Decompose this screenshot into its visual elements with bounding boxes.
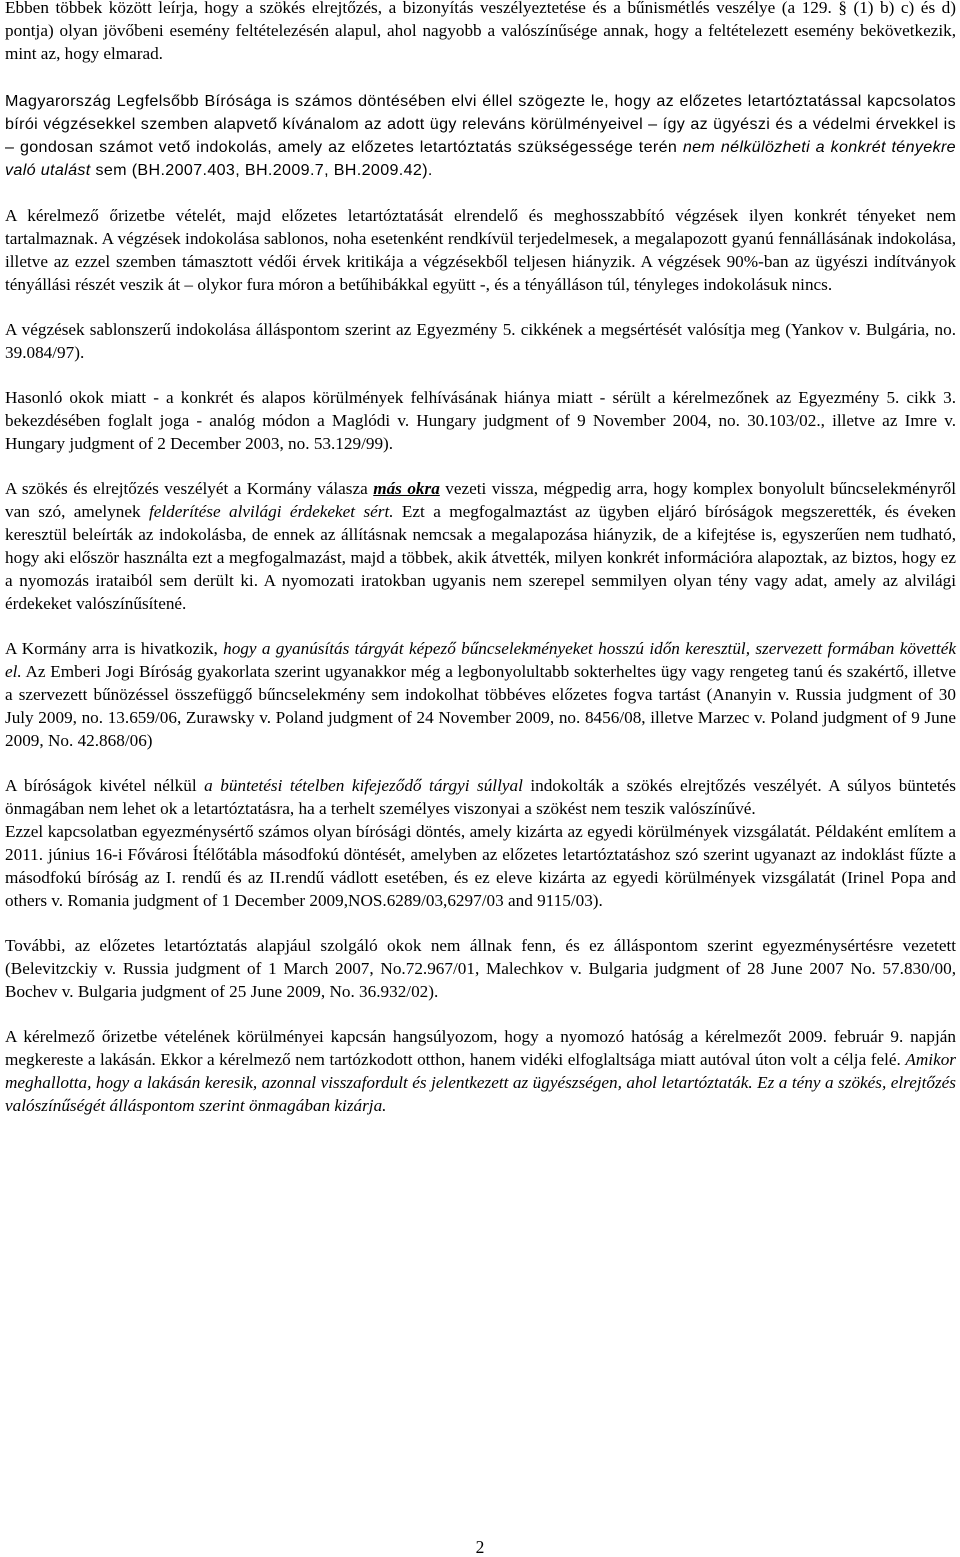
- page-number: 2: [475, 1537, 485, 1557]
- paragraph-3: A kérelmező őrizetbe vételét, majd előzetes letartóztatását elrendelő és meghosszabbító végzések ilyen konkrét tényeket nem tartalmaznak. A végzések indokolása sablonos, noha esetenként rendkívül terjedelmesek, a megalapozott gyanú fennállásának indokolása, illetve az ezzel szemben támasztott védői érvek kritikája a végzésekből teljesen hiányzik. A végzések 90%-ban az ügyészi indítványok tényállási részét veszik át – olykor fura móron a betűhibákkal együtt -, és a tényálláson túl, tényleges indokolásuk nincs.: [5, 206, 956, 294]
- paragraph-4: A végzések sablonszerű indokolása álláspontom szerint az Egyezmény 5. cikkének a megsértését valósítja meg (Yankov v. Bulgária, no. 39.084/97).: [5, 320, 956, 362]
- paragraph-6-text-a: A szökés és elrejtőzés veszélyét a Kormány válasza: [5, 479, 374, 498]
- paragraph-11-emphasis: Amikor meghallotta, hogy a lakásán keresik, azonnal visszafordult és jelentkezett az ügyészségen, ahol letartóztaták. Ez a tény a szökés, elrejtőzés valószínűségét álláspontom szerint önmagában kizárja.: [5, 1050, 956, 1115]
- paragraph-8-text-b: indokolták a szökés elrejtőzés veszélyét. A súlyos büntetés önmagában nem lehet ok a letartóztatásra, ha a terhelt személyes viszonyai a szökést nem teszik valószínűvé.: [5, 776, 956, 818]
- paragraph-2-text: Magyarország Legfelsőbb Bírósága is számos döntésében elvi éllel szögezte le, hogy az előzetes letartóztatással kapcsolatos bírói végzésekkel szemben alapvető kívánalom az adott ügy releváns körülményeivel – így az ügyészi és a védelmi érvekkel is – gondosan számot vető indokolás, amely az előzetes letartóztatás szükségessége terén: [5, 92, 956, 156]
- paragraph-8-emphasis: a büntetési tételben kifejeződő tárgyi súllyal: [204, 776, 523, 795]
- paragraph-5: Hasonló okok miatt - a konkrét és alapos körülmények felhívásának hiánya miatt - sérült a kérelmezőnek az Egyezmény 5. cikk 3. bekezdésében foglalt joga - analóg módon a Maglódi v. Hungary judgment of 9 November 2004, no. 30.103/02., illetve az Imre v. Hungary judgment of 2 December 2003, no. 53.129/99).: [5, 388, 956, 453]
- paragraph-7-emphasis: hogy a gyanúsítás tárgyát képező bűncselekményeket hosszú időn keresztül, szervezett formában követték el.: [5, 639, 956, 681]
- paragraph-8-text-a: A bíróságok kivétel nélkül: [5, 776, 205, 795]
- paragraph-6-text-b: vezeti vissza, mégpedig arra, hogy komplex bonyolult bűncselekményről van szó, amelynek: [5, 479, 957, 521]
- paragraph-7-text-a: A Kormány arra is hivatkozik,: [5, 639, 224, 658]
- paragraph-9: Ezzel kapcsolatban egyezménysértő számos olyan bírósági döntés, amely kizárta az egyedi körülmények vizsgálatát. Példaként említem a 2011. június 16-i Fővárosi Ítélőtábla másodfokú döntését, amelyben az előzetes letartóztatáshoz szó szerint ugyanazt az indoklást fűzte a másodfokú bíróság az I. rendű és az II.rendű vádlott esetében, és ez eleve kizárta az egyedi körülmények vizsgálatát (Irinel Popa and others v. Romania judgment of 1 December 2009,NOS.6289/03,6297/03 and 9115/03).: [5, 822, 956, 910]
- paragraph-7: [5, 637, 956, 752]
- paragraph-11: [5, 1025, 956, 1117]
- paragraph-6: [5, 477, 956, 615]
- paragraph-2: [5, 90, 956, 182]
- paragraph-6-text-c: Ezt a megfogalmaztást az ügyben eljáró bíróságok megszerették, és éveken keresztül beleírták az indokolásba, de ennek az állításnak nemcsak a megalapozása hiányzik, de a kifejtése is, egyszerűen nem tudható, hogy aki először használta ezt a megfogalmazást, majd a többek, akik átvették, milyen konkrét információra alapoztak, az biztos, hogy ez a nyomozás irataiból sem derült ki. A nyomozati iratokban ugyanis nem szerepel semmilyen olyan tény vagy adat, amely az alvilági érdekeket valószínűsítené.: [5, 502, 957, 613]
- paragraph-11-text: A kérelmező őrizetbe vételének körülményei kapcsán hangsúlyozom, hogy a nyomozó hatóság a kérelmezőt 2009. február 9. napján megkereste a lakásán. Ekkor a kérelmező nem tartózkodott otthon, hanem vidéki elfoglaltsága miatt autóval úton volt a célja felé.: [5, 1027, 956, 1069]
- paragraph-6-highlight: más okra: [373, 479, 440, 498]
- paragraph-7-text-b: Az Emberi Jogi Bíróság gyakorlata szerint ugyanakkor még a legbonyolultabb sokterheltes ügy vagy rengeteg tanú és szakértő, illetve a szervezett bűnözéssel összefüggő bűncselekmény sem indokolhat többéves előzetes fogva tartást (Ananyin v. Russia judgment of 30 July 2009, no. 13.659/06, Zurawsky v. Poland judgment of 24 November 2009, no. 8456/08, illetve Marzec v. Poland judgment of 9 June 2009, No. 42.868/06): [5, 662, 956, 750]
- paragraph-2-citation: sem (BH.2007.403, BH.2009.7, BH.2009.42).: [90, 161, 433, 179]
- paragraph-2-emphasis: nem nélkülözheti a konkrét tényekre való utalást: [5, 138, 956, 179]
- paragraph-8: [5, 774, 956, 820]
- paragraph-1: Ebben többek között leírja, hogy a szökés elrejtőzés, a bizonyítás veszélyeztetése és a bűnismétlés veszélye (a 129. § (1) b) c) és d) pontja) olyan jövőbeni esemény feltételezésén alapul, ahol nagyobb a valószínűsége annak, hogy a feltételezett esemény bekövetkezik, mint az, hogy elmarad.: [5, 0, 956, 63]
- paragraph-10: További, az előzetes letartóztatás alapjául szolgáló okok nem állnak fenn, és ez álláspontom szerint egyezménysértésre vezetett (Belevitzckiy v. Russia judgment of 1 March 2007, No.72.967/01, Malechkov v. Bulgaria judgment of 28 June 2007 No. 57.830/00, Bochev v. Bulgaria judgment of 25 June 2009, No. 36.932/02).: [5, 936, 956, 1001]
- paragraph-6-emphasis: felderítése alvilági érdekeket sért.: [149, 502, 394, 521]
